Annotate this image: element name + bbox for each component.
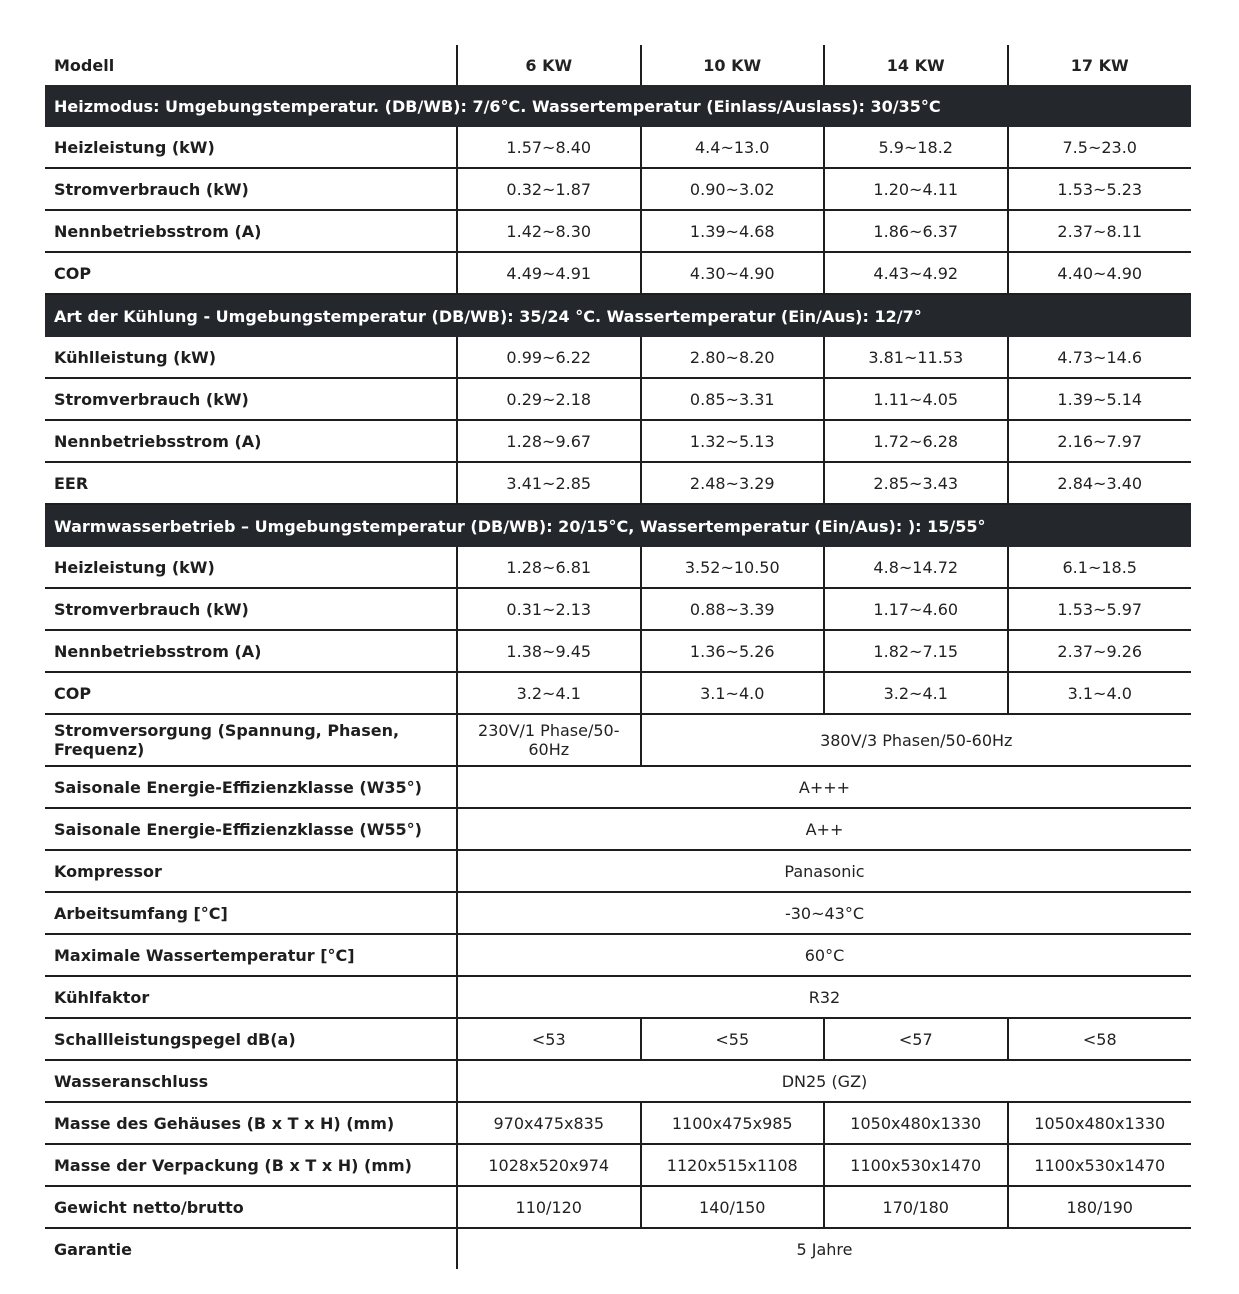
model-14kw: 14 KW	[824, 45, 1008, 85]
cell-value: 4.73~14.6	[1008, 337, 1192, 378]
row-label: COP	[45, 672, 457, 714]
cell-value: 1.39~4.68	[641, 210, 825, 252]
row-label: Nennbetriebsstrom (A)	[45, 630, 457, 672]
cell-value: 1.42~8.30	[457, 210, 641, 252]
cell-value: 1050x480x1330	[1008, 1102, 1192, 1144]
row-label: EER	[45, 462, 457, 504]
row-compressor	[45, 850, 1191, 892]
cell-value: 170/180	[824, 1186, 1008, 1228]
row-label: Kühlleistung (kW)	[45, 337, 457, 378]
table-row	[45, 210, 1191, 252]
table-row	[45, 462, 1191, 504]
row-eff-w55	[45, 808, 1191, 850]
cell-value: 1100x530x1470	[1008, 1144, 1192, 1186]
cell-value: 180/190	[1008, 1186, 1192, 1228]
cell-value: 4.30~4.90	[641, 252, 825, 294]
row-power-supply	[45, 714, 1191, 766]
model-10kw: 10 KW	[641, 45, 825, 85]
row-label: Stromversorgung (Spannung, Phasen, Frequenz)	[45, 714, 457, 766]
row-label: Stromverbrauch (kW)	[45, 378, 457, 420]
cell-value: 1100x530x1470	[824, 1144, 1008, 1186]
header-row	[45, 45, 1191, 85]
cell-value: 4.49~4.91	[457, 252, 641, 294]
cell-value: 2.84~3.40	[1008, 462, 1192, 504]
cell-value: <53	[457, 1018, 641, 1060]
cell-value: 1.82~7.15	[824, 630, 1008, 672]
cell-value: <57	[824, 1018, 1008, 1060]
cell-value: 1.28~9.67	[457, 420, 641, 462]
row-label: Kompressor	[45, 850, 457, 892]
row-working-range	[45, 892, 1191, 934]
cell-value: 2.37~9.26	[1008, 630, 1192, 672]
cell-value: <58	[1008, 1018, 1192, 1060]
cell-value: 5 Jahre	[457, 1228, 1191, 1269]
cell-value: 6.1~18.5	[1008, 547, 1192, 588]
section-heating	[45, 85, 1191, 127]
cell-value: 2.85~3.43	[824, 462, 1008, 504]
row-label: Nennbetriebsstrom (A)	[45, 210, 457, 252]
table-row	[45, 588, 1191, 630]
section-hotwater	[45, 504, 1191, 547]
table-row	[45, 547, 1191, 588]
row-label: COP	[45, 252, 457, 294]
table-row	[45, 420, 1191, 462]
cell-value: -30~43°C	[457, 892, 1191, 934]
row-label: Gewicht netto/brutto	[45, 1186, 457, 1228]
table-row	[45, 168, 1191, 210]
cell-value: 2.37~8.11	[1008, 210, 1192, 252]
cell-value: 1.86~6.37	[824, 210, 1008, 252]
cell-value: 1050x480x1330	[824, 1102, 1008, 1144]
row-label: Saisonale Energie-Effizienzklasse (W35°)	[45, 766, 457, 808]
cell-value: Panasonic	[457, 850, 1191, 892]
section-heating-title: Heizmodus: Umgebungstemperatur. (DB/WB): 7/6°C. Wassertemperatur (Einlass/Auslass): 30/35°C	[45, 85, 1191, 127]
cell-value: 0.32~1.87	[457, 168, 641, 210]
cell-value: 2.80~8.20	[641, 337, 825, 378]
model-17kw: 17 KW	[1008, 45, 1192, 85]
row-eff-w35	[45, 766, 1191, 808]
cell-value: DN25 (GZ)	[457, 1060, 1191, 1102]
cell-value: 1.17~4.60	[824, 588, 1008, 630]
model-label: Modell	[54, 55, 115, 75]
cell-value: 140/150	[641, 1186, 825, 1228]
table-row	[45, 337, 1191, 378]
cell-value: 1.20~4.11	[824, 168, 1008, 210]
row-label: Saisonale Energie-Effizienzklasse (W55°)	[45, 808, 457, 850]
row-label: Garantie	[54, 1239, 132, 1259]
row-water-connection	[45, 1060, 1191, 1102]
row-label: Nennbetriebsstrom (A)	[45, 420, 457, 462]
section-cooling-title: Art der Kühlung - Umgebungstemperatur (DB/WB): 35/24 °C. Wassertemperatur (Ein/Aus): 12/7°	[45, 294, 1191, 337]
power-supply-6kw: 230V/1 Phase/50-60Hz	[457, 714, 641, 766]
cell-value: A+++	[457, 766, 1191, 808]
row-warranty	[45, 1228, 1191, 1269]
cell-value: 3.81~11.53	[824, 337, 1008, 378]
cell-value: <55	[641, 1018, 825, 1060]
cell-value: 1.72~6.28	[824, 420, 1008, 462]
row-sound-power	[45, 1018, 1191, 1060]
row-label: Stromverbrauch (kW)	[45, 588, 457, 630]
cell-value: 0.85~3.31	[641, 378, 825, 420]
row-label: Masse der Verpackung (B x T x H) (mm)	[45, 1144, 457, 1186]
cell-value: 4.4~13.0	[641, 127, 825, 168]
table-row	[45, 252, 1191, 294]
cell-value: 1.53~5.97	[1008, 588, 1192, 630]
cell-value: 0.99~6.22	[457, 337, 641, 378]
cell-value: A++	[457, 808, 1191, 850]
cell-value: 2.48~3.29	[641, 462, 825, 504]
row-label: Stromverbrauch (kW)	[45, 168, 457, 210]
cell-value: R32	[457, 976, 1191, 1018]
cell-value: 3.41~2.85	[457, 462, 641, 504]
cell-value: 1.53~5.23	[1008, 168, 1192, 210]
cell-value: 3.1~4.0	[641, 672, 825, 714]
table-row	[45, 672, 1191, 714]
cell-value: 970x475x835	[457, 1102, 641, 1144]
cell-value: 0.29~2.18	[457, 378, 641, 420]
cell-value: 4.8~14.72	[824, 547, 1008, 588]
cell-value: 1028x520x974	[457, 1144, 641, 1186]
cell-value: 3.2~4.1	[457, 672, 641, 714]
table-row	[45, 378, 1191, 420]
row-label: Kühlfaktor	[45, 976, 457, 1018]
cell-value: 1.28~6.81	[457, 547, 641, 588]
cell-value: 3.52~10.50	[641, 547, 825, 588]
cell-value: 1.11~4.05	[824, 378, 1008, 420]
cell-value: 110/120	[457, 1186, 641, 1228]
cell-value: 2.16~7.97	[1008, 420, 1192, 462]
spec-table	[45, 45, 1191, 1269]
cell-value: 0.90~3.02	[641, 168, 825, 210]
cell-value: 5.9~18.2	[824, 127, 1008, 168]
row-label: Schallleistungspegel dB(a)	[45, 1018, 457, 1060]
cell-value: 4.40~4.90	[1008, 252, 1192, 294]
cell-value: 4.43~4.92	[824, 252, 1008, 294]
row-package-dims	[45, 1144, 1191, 1186]
row-label: Maximale Wassertemperatur [°C]	[45, 934, 457, 976]
row-max-water-temp	[45, 934, 1191, 976]
row-label: Heizleistung (kW)	[45, 127, 457, 168]
power-supply-others: 380V/3 Phasen/50-60Hz	[641, 714, 1192, 766]
cell-value: 1100x475x985	[641, 1102, 825, 1144]
cell-value: 1.38~9.45	[457, 630, 641, 672]
cell-value: 1.32~5.13	[641, 420, 825, 462]
section-hotwater-title: Warmwasserbetrieb – Umgebungstemperatur (DB/WB): 20/15°C, Wassertemperatur (Ein/Aus): ): 15/55°	[45, 504, 1191, 547]
model-6kw: 6 KW	[457, 45, 641, 85]
cell-value: 7.5~23.0	[1008, 127, 1192, 168]
cell-value: 0.88~3.39	[641, 588, 825, 630]
cell-value: 60°C	[457, 934, 1191, 976]
table-row	[45, 127, 1191, 168]
row-housing-dims	[45, 1102, 1191, 1144]
row-weight	[45, 1186, 1191, 1228]
cell-value: 1120x515x1108	[641, 1144, 825, 1186]
cell-value: 0.31~2.13	[457, 588, 641, 630]
row-label: Arbeitsumfang [°C]	[45, 892, 457, 934]
row-refrigerant	[45, 976, 1191, 1018]
table-row	[45, 630, 1191, 672]
row-label: Masse des Gehäuses (B x T x H) (mm)	[45, 1102, 457, 1144]
row-label: Heizleistung (kW)	[45, 547, 457, 588]
cell-value: 3.1~4.0	[1008, 672, 1192, 714]
cell-value: 1.39~5.14	[1008, 378, 1192, 420]
cell-value: 3.2~4.1	[824, 672, 1008, 714]
section-cooling	[45, 294, 1191, 337]
cell-value: 1.57~8.40	[457, 127, 641, 168]
cell-value: 1.36~5.26	[641, 630, 825, 672]
row-label: Wasseranschluss	[45, 1060, 457, 1102]
